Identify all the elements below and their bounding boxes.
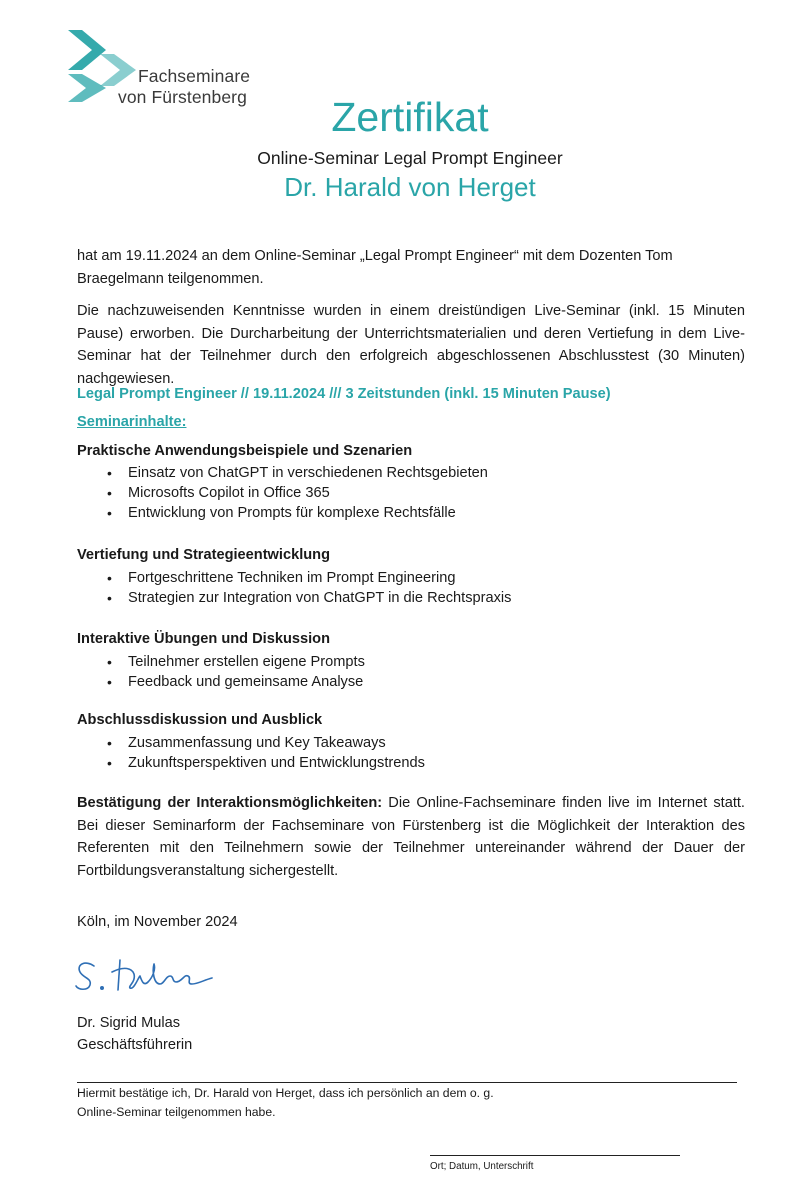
intro-paragraph: hat am 19.11.2024 an dem Online-Seminar „Legal Prompt Engineer“ mit dem Dozenten Tom Braegelmann teilgenommen. xyxy=(77,248,673,287)
interaction-label: Bestätigung der Interaktionsmöglichkeiten: xyxy=(77,795,383,811)
participant-name: Dr. Harald von Herget xyxy=(284,172,536,202)
list-item: • Teilnehmer erstellen eigene Prompts xyxy=(107,652,365,672)
list-item: • Strategien zur Integration von ChatGPT in die Rechtspraxis xyxy=(107,588,511,608)
list-item: • Feedback und gemeinsame Analyse xyxy=(107,672,365,692)
place-date: Köln, im November 2024 xyxy=(77,914,238,930)
interaction-paragraph xyxy=(77,792,745,882)
certificate-title: Zertifikat xyxy=(331,94,489,140)
list-item: • Einsatz von ChatGPT in verschiedenen Rechtsgebieten xyxy=(107,463,488,483)
list-item: • Zusammenfassung und Key Takeaways xyxy=(107,733,425,753)
course-line: Legal Prompt Engineer // 19.11.2024 /// 3 Zeitstunden (inkl. 15 Minuten Pause) xyxy=(77,386,611,402)
section-list xyxy=(107,733,425,773)
section-list xyxy=(107,652,365,692)
signature-line-label: Ort; Datum, Unterschrift xyxy=(430,1161,534,1172)
section-list xyxy=(107,463,488,524)
contents-heading: Seminarinhalte: xyxy=(77,414,187,430)
signer-name: Dr. Sigrid Mulas xyxy=(77,1015,180,1031)
confirmation-divider xyxy=(77,1082,737,1083)
section-list xyxy=(107,568,511,608)
confirmation-line-2: Online-Seminar teilgenommen habe. xyxy=(77,1105,276,1119)
list-item: • Fortgeschrittene Techniken im Prompt Engineering xyxy=(107,568,511,588)
section-heading: Interaktive Übungen und Diskussion xyxy=(77,631,330,647)
knowledge-paragraph: Die nachzuweisenden Kenntnisse wurden in einem dreistündigen Live-Seminar (inkl. 15 Minuten Pause) erworben. Die Durcharbeitung der Unterrichtsmaterialien und deren Vertiefung in dem Live-Seminar hat der Teilnehmer durch den erfolgreich abgeschlossenen Abschlusstest (30 Minuten) nachgewiesen. xyxy=(77,303,745,387)
signer-role: Geschäftsführerin xyxy=(77,1037,193,1053)
section-heading: Abschlussdiskussion und Ausblick xyxy=(77,712,323,728)
handwritten-signature xyxy=(72,952,222,996)
list-item: • Zukunftsperspektiven und Entwicklungstrends xyxy=(107,753,425,773)
signature-line xyxy=(430,1155,680,1156)
logo-line-1: Fachseminare xyxy=(138,66,251,86)
confirmation-text xyxy=(77,1084,745,1122)
section-heading: Praktische Anwendungsbeispiele und Szenarien xyxy=(77,443,413,459)
list-item: • Entwicklung von Prompts für komplexe Rechtsfälle xyxy=(107,503,488,523)
section-heading: Vertiefung und Strategieentwicklung xyxy=(77,547,330,563)
logo-line-2: von Fürstenberg xyxy=(118,87,247,107)
interaction-text: Die Online-Fachseminare finden live im Internet statt. Bei dieser Seminarform der Fachseminare von Fürstenberg ist die Möglichkeit der Interaktion des Referenten mit den Teilnehmern sowie der Teilnehmer untereinander während der Dauer der Fortbildungsveranstaltung sichergestellt. xyxy=(77,795,745,879)
seminar-subtitle: Online-Seminar Legal Prompt Engineer xyxy=(257,148,563,168)
confirmation-line-1: Hiermit bestätige ich, Dr. Harald von Herget, dass ich persönlich an dem o. g. xyxy=(77,1086,494,1100)
list-item: • Microsofts Copilot in Office 365 xyxy=(107,483,488,503)
